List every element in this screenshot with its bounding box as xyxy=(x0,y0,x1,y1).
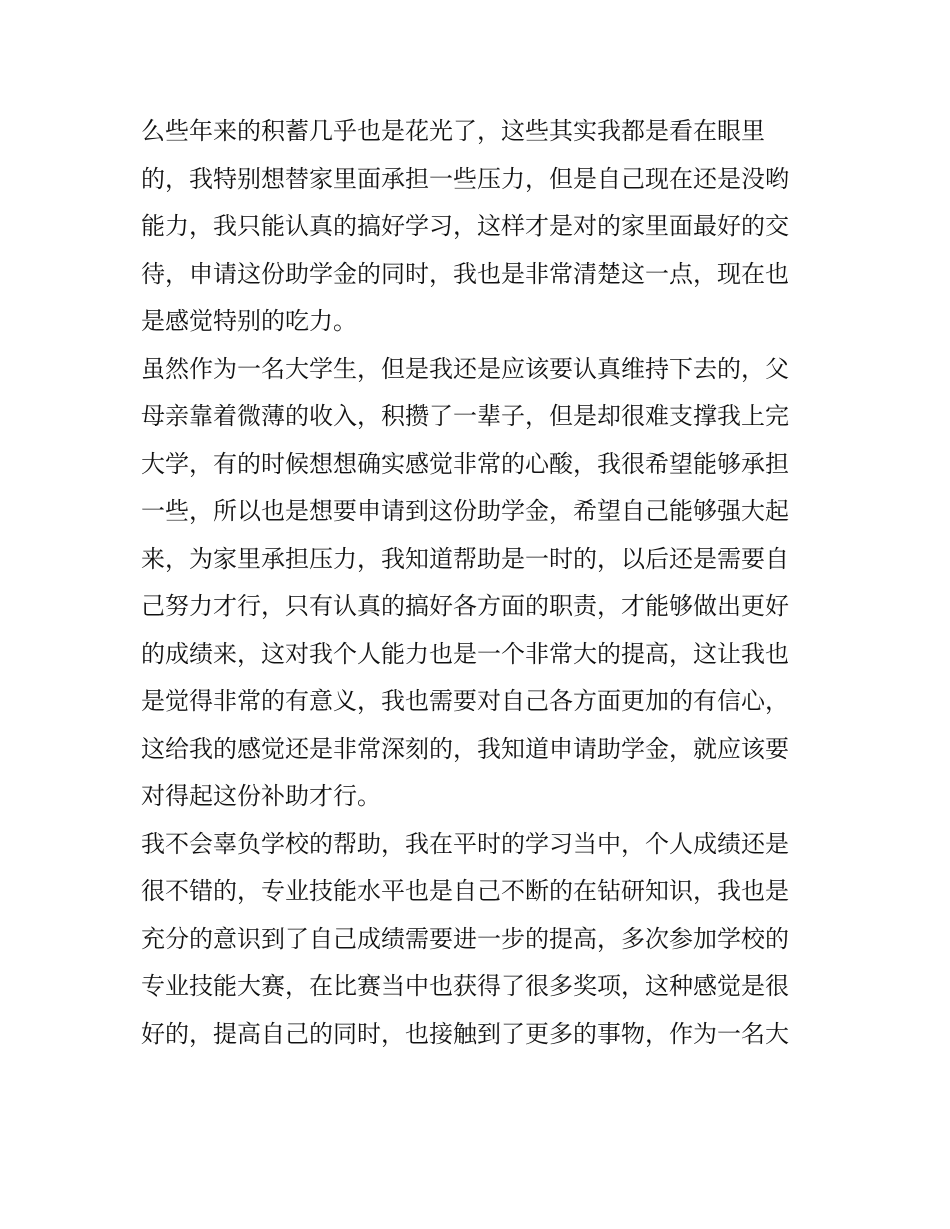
text-line: 大学，有的时候想想确实感觉非常的心酸，我很希望能够承担 xyxy=(141,449,789,478)
text-line: 能力，我只能认真的搞好学习，这样才是对的家里面最好的交 xyxy=(141,212,789,240)
text-line: 么些年来的积蓄几乎也是花光了，这些其实我都是看在眼里 xyxy=(141,117,765,145)
text-line: 是感觉特别的吃力。 xyxy=(141,307,357,335)
text-line: 这给我的感觉还是非常深刻的，我知道申请助学金，就应该要 xyxy=(141,734,789,763)
text-line: 虽然作为一名大学生，但是我还是应该要认真维持下去的，父 xyxy=(141,354,789,383)
text-line: 专业技能大赛，在比赛当中也获得了很多奖项，这种感觉是很 xyxy=(141,972,789,1000)
text-line: 的，我特别想替家里面承担一些压力，但是自己现在还是没哟 xyxy=(141,164,789,193)
document-body xyxy=(141,108,821,1058)
text-line: 一些，所以也是想要申请到这份助学金，希望自己能够强大起 xyxy=(141,497,789,525)
text-line: 好的，提高自己的同时，也接触到了更多的事物，作为一名大 xyxy=(141,1019,789,1048)
text-line: 的成绩来，这对我个人能力也是一个非常大的提高，这让我也 xyxy=(141,639,789,668)
text-line: 很不错的，专业技能水平也是自己不断的在钻研知识，我也是 xyxy=(141,877,789,905)
text-line: 来，为家里承担压力，我知道帮助是一时的，以后还是需要自 xyxy=(141,544,789,573)
text-line: 充分的意识到了自己成绩需要进一步的提高，多次参加学校的 xyxy=(141,924,789,953)
text-line: 待，申请这份助学金的同时，我也是非常清楚这一点，现在也 xyxy=(141,259,789,288)
text-line: 对得起这份补助才行。 xyxy=(141,782,381,810)
text-line: 我不会辜负学校的帮助，我在平时的学习当中，个人成绩还是 xyxy=(141,829,789,858)
text-line: 是觉得非常的有意义，我也需要对自己各方面更加的有信心， xyxy=(141,687,789,715)
text-line: 母亲靠着微薄的收入，积攒了一辈子，但是却很难支撑我上完 xyxy=(141,402,789,430)
text-line: 己努力才行，只有认真的搞好各方面的职责，才能够做出更好 xyxy=(141,592,789,620)
